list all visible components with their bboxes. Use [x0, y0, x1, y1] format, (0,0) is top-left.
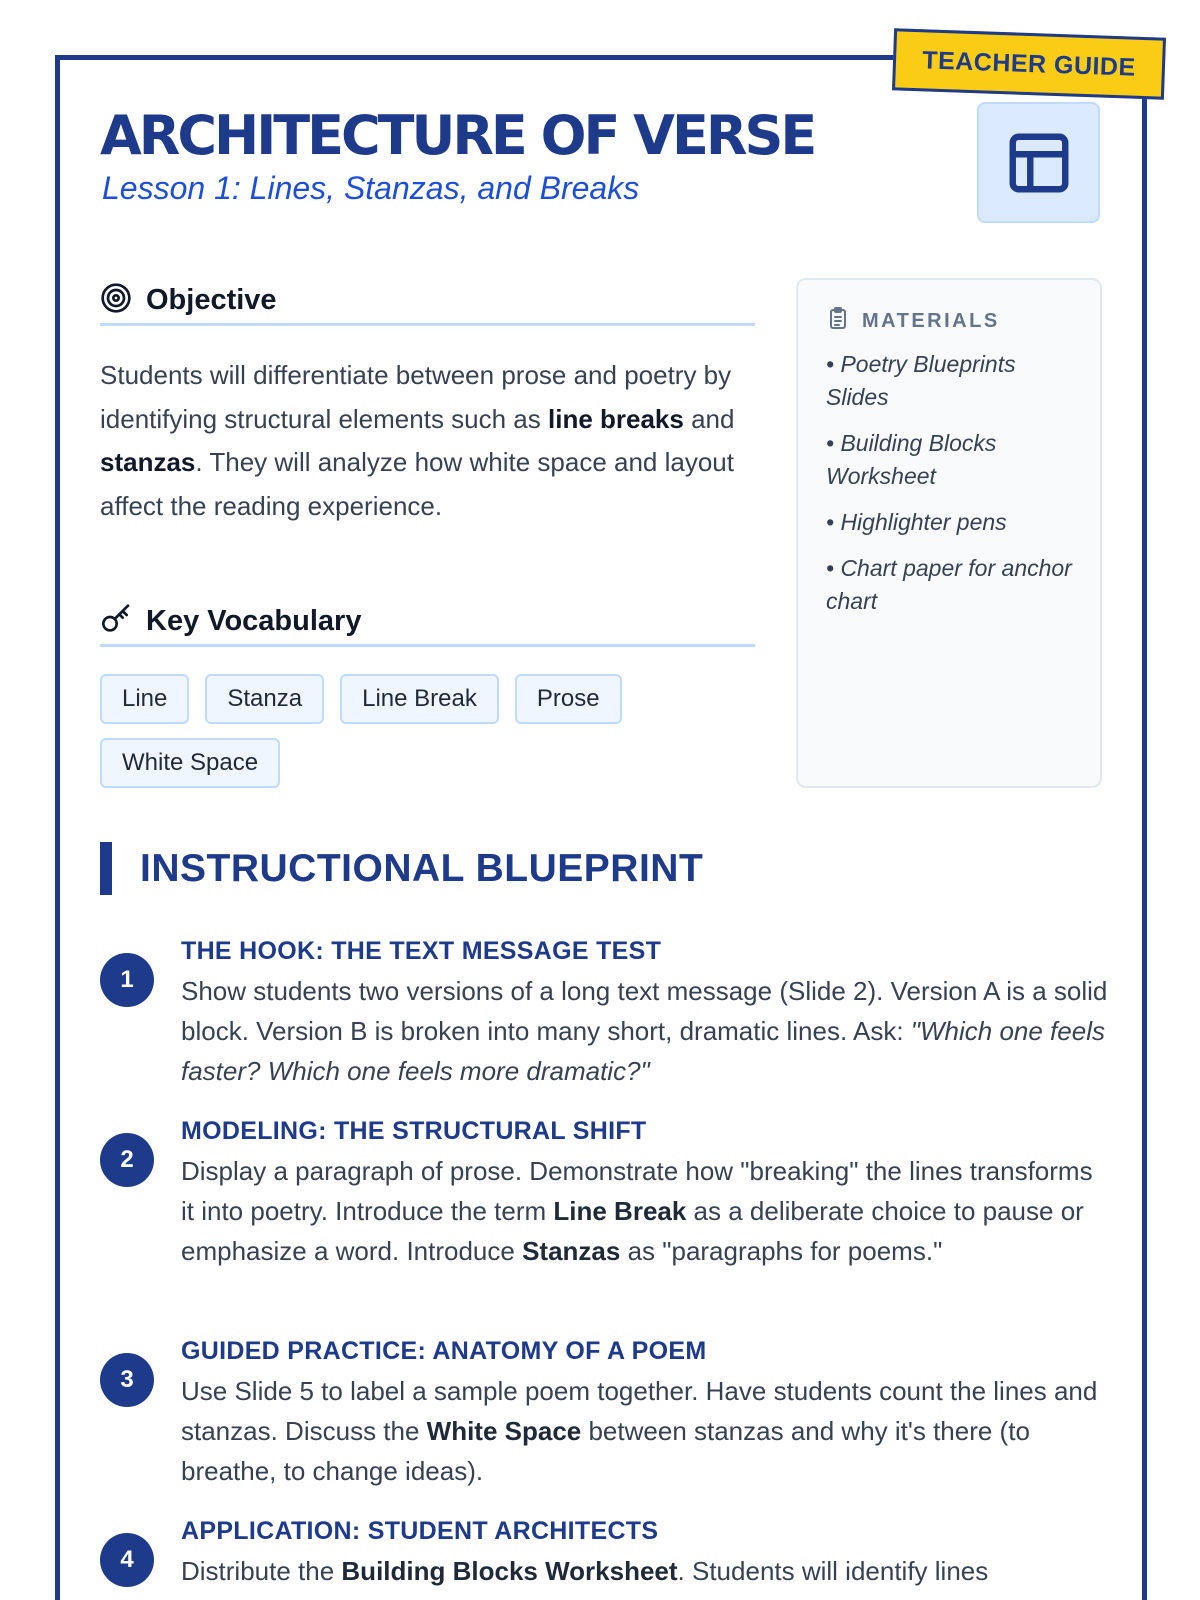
materials-item: • Highlighter pens	[826, 509, 1007, 535]
bold-term: Line Break	[553, 1196, 687, 1226]
blueprint-heading	[100, 842, 703, 895]
layout-icon	[977, 102, 1100, 223]
clipboard-icon	[826, 306, 850, 336]
page-title: ARCHITECTURE OF VERSE	[100, 104, 815, 167]
bold-term: White Space	[426, 1416, 582, 1446]
materials-item: • Chart paper for anchor chart	[826, 555, 1072, 614]
vocab-chip-stanza: Stanza	[205, 674, 324, 724]
materials-heading-label: MATERIALS	[862, 309, 1000, 332]
bold-term: Stanzas	[522, 1236, 621, 1266]
vocabulary-heading-label: Key Vocabulary	[146, 605, 362, 637]
step-question: "Which one feels faster? Which one feels more dramatic?"	[181, 1016, 1105, 1086]
bold-term: stanzas	[100, 447, 196, 477]
step-number-badge: 4	[100, 1533, 154, 1587]
materials-heading	[826, 306, 1072, 336]
materials-panel	[796, 278, 1102, 788]
vocab-chip-white-space: White Space	[100, 738, 280, 788]
blueprint-heading-label: INSTRUCTIONAL BLUEPRINT	[140, 846, 704, 890]
step-number-badge: 1	[100, 953, 154, 1007]
vocab-chip-line: Line	[100, 674, 189, 724]
objective-heading-label: Objective	[146, 284, 277, 316]
teacher-guide-label: TEACHER GUIDE	[921, 45, 1137, 82]
vocab-chip-line-break: Line Break	[340, 674, 499, 724]
materials-list	[826, 348, 1072, 618]
objective-text: Students will differentiate between prose and poetry by identifying structural elements such as line breaks and stanzas. They will analyze how white space and layout affect the reading experience.	[100, 360, 735, 521]
materials-item: • Building Blocks Worksheet	[826, 430, 997, 489]
step-body: Show students two versions of a long text message (Slide 2). Version A is a solid block. Version B is broken into many short, dramatic lines. Ask: "Which one feels faster? Which one feels more dramatic?"	[181, 976, 1108, 1086]
step-title: GUIDED PRACTICE: ANATOMY OF A POEM	[181, 1337, 707, 1365]
step-title: MODELING: THE STRUCTURAL SHIFT	[181, 1117, 647, 1145]
vocabulary-chip-list	[100, 674, 750, 788]
lesson-subtitle: Lesson 1: Lines, Stanzas, and Breaks	[102, 170, 640, 206]
step-body: Use Slide 5 to label a sample poem together. Have students count the lines and stanzas. Discuss the White Space between stanzas and why it's there (to breathe, to change ideas).	[181, 1376, 1098, 1486]
objective-heading	[100, 278, 755, 326]
step-body: Display a paragraph of prose. Demonstrate how "breaking" the lines transforms it into poetry. Introduce the term Line Break as a deliberate choice to pause or emphasize a word. Introduce Stanzas as "paragraphs for poems."	[181, 1156, 1093, 1266]
step-number-badge: 2	[100, 1133, 154, 1187]
vocabulary-heading	[100, 599, 755, 647]
step-title: THE HOOK: THE TEXT MESSAGE TEST	[181, 937, 662, 965]
bold-term: Building Blocks Worksheet	[341, 1556, 678, 1586]
step-title: APPLICATION: STUDENT ARCHITECTS	[181, 1517, 659, 1545]
target-icon	[100, 282, 132, 319]
vocab-chip-prose: Prose	[515, 674, 622, 724]
teacher-guide-badge	[892, 28, 1166, 99]
materials-item: • Poetry Blueprints Slides	[826, 351, 1016, 410]
step-body: Distribute the Building Blocks Worksheet. Students will identify lines	[181, 1556, 989, 1586]
bold-term: line breaks	[548, 403, 684, 434]
step-number-badge: 3	[100, 1353, 154, 1407]
key-icon	[100, 603, 132, 640]
